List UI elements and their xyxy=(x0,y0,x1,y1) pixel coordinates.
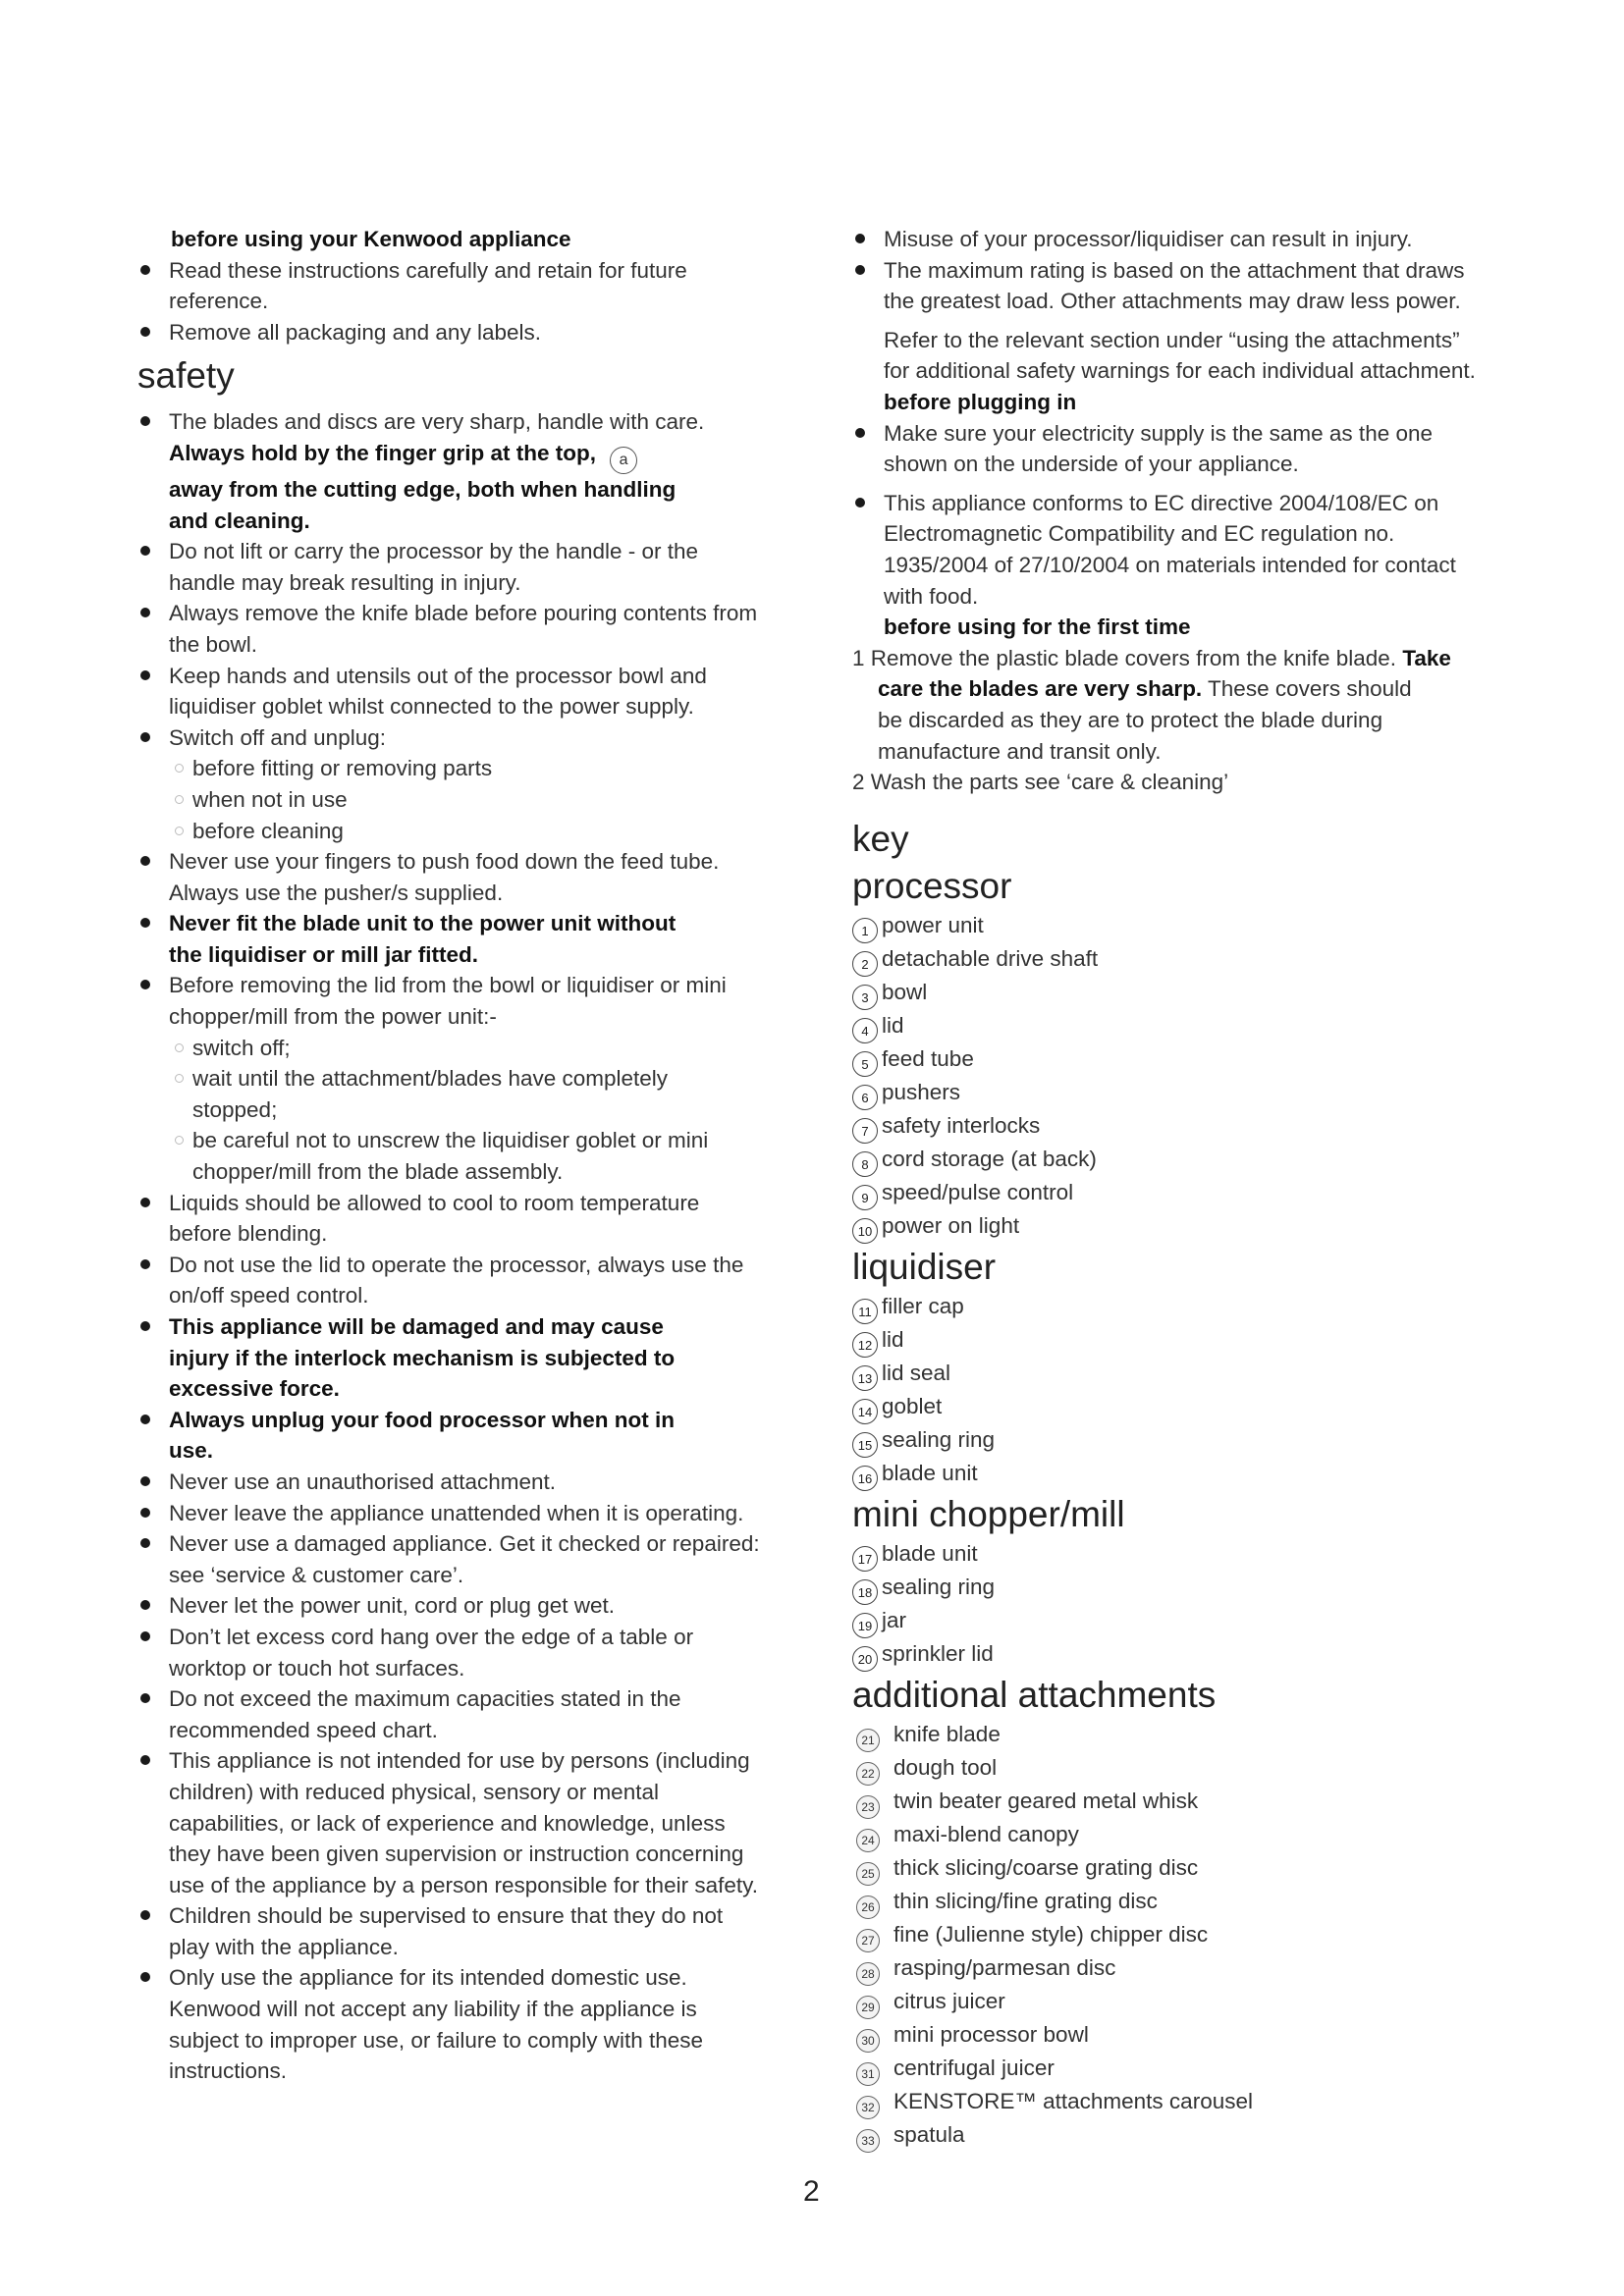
item-label: twin beater geared metal whisk xyxy=(893,1788,1199,1813)
item-label: feed tube xyxy=(882,1045,974,1071)
key-item xyxy=(852,1177,1500,1210)
step-bold-text: care the blades are very sharp. xyxy=(878,676,1203,702)
item-label: sealing ring xyxy=(882,1574,996,1599)
item-number-badge: 8 xyxy=(852,1151,878,1177)
key-item xyxy=(852,1391,1500,1424)
key-item xyxy=(852,2086,1500,2119)
bullet-continuation: excessive force. xyxy=(169,1376,340,1402)
bullet-continuation: handle may break resulting in injury. xyxy=(169,569,521,595)
item-label: thick slicing/coarse grating disc xyxy=(893,1854,1199,1880)
key-item xyxy=(852,1110,1500,1144)
before-plugging-heading: before plugging in xyxy=(884,389,1077,414)
key-item xyxy=(852,1919,1500,1952)
key-item xyxy=(852,1719,1500,1752)
item-number-badge: 20 xyxy=(852,1646,878,1672)
item-number-badge: 13 xyxy=(852,1365,878,1391)
page-number: 2 xyxy=(803,2175,820,2208)
item-label: lid xyxy=(882,1326,904,1352)
sub-item: before cleaning xyxy=(137,816,776,847)
item-label: thin slicing/fine grating disc xyxy=(893,1888,1158,1913)
bullet-continuation: and cleaning. xyxy=(169,507,310,533)
bullet-item: The blades and discs are very sharp, handle with care. xyxy=(137,406,776,438)
sub-item: when not in use xyxy=(137,784,776,816)
bullet-continuation: 1935/2004 of 27/10/2004 on materials intended for contact xyxy=(884,552,1456,577)
item-label: speed/pulse control xyxy=(882,1179,1074,1204)
sub-item: be careful not to unscrew the liquidiser goblet or mini xyxy=(137,1125,776,1156)
numbered-step xyxy=(852,643,1500,674)
item-label: power unit xyxy=(882,912,984,937)
sub-continuation: chopper/mill from the blade assembly. xyxy=(192,1159,564,1185)
before-using-heading: before using your Kenwood appliance xyxy=(171,227,571,251)
sub-item: switch off; xyxy=(137,1033,776,1064)
key-item xyxy=(852,1077,1500,1110)
key-item xyxy=(852,1210,1500,1244)
bullet-continuation: chopper/mill from the power unit:- xyxy=(169,1004,497,1030)
item-label: mini processor bowl xyxy=(893,2021,1089,2047)
item-label: KENSTORE™ attachments carousel xyxy=(893,2088,1253,2113)
bullet-continuation: with food. xyxy=(884,583,979,609)
key-item xyxy=(852,2119,1500,2153)
mini-chopper-heading: mini chopper/mill xyxy=(852,1493,1125,1534)
item-number-badge: 7 xyxy=(852,1118,878,1144)
bullet-continuation: recommended speed chart. xyxy=(169,1717,438,1742)
key-item xyxy=(852,1424,1500,1458)
bullet-continuation: play with the appliance. xyxy=(169,1934,399,1959)
step-text: These covers should xyxy=(1208,676,1412,702)
key-item xyxy=(852,1852,1500,1886)
item-number-badge: 31 xyxy=(856,2062,880,2086)
item-number-badge: 21 xyxy=(856,1729,880,1752)
item-number-badge: 1 xyxy=(852,918,878,943)
bullet-continuation: reference. xyxy=(169,289,269,314)
item-label: safety interlocks xyxy=(882,1112,1041,1138)
bullet-continuation: they have been given supervision or instruction concerning xyxy=(169,1842,744,1867)
key-item xyxy=(852,910,1500,943)
item-label: cord storage (at back) xyxy=(882,1146,1097,1171)
item-label: filler cap xyxy=(882,1293,964,1318)
processor-list xyxy=(852,910,1500,1244)
item-number-badge: 6 xyxy=(852,1085,878,1110)
bullet-continuation: children) with reduced physical, sensory or mental xyxy=(169,1779,659,1804)
key-item xyxy=(852,1786,1500,1819)
key-item xyxy=(852,1043,1500,1077)
item-number-badge: 11 xyxy=(852,1299,878,1324)
bullet-item: Keep hands and utensils out of the processor bowl and xyxy=(137,661,776,692)
item-number-badge: 2 xyxy=(852,951,878,977)
bullet-continuation: shown on the underside of your appliance. xyxy=(884,452,1299,477)
item-number-badge: 17 xyxy=(852,1546,878,1572)
item-label: goblet xyxy=(882,1393,943,1418)
item-number-badge: 25 xyxy=(856,1862,880,1886)
key-item xyxy=(852,1291,1500,1324)
sub-item: before fitting or removing parts xyxy=(137,753,776,784)
bullet-continuation: Electromagnetic Compatibility and EC regulation no. xyxy=(884,521,1395,547)
bullet-item: Never use a damaged appliance. Get it checked or repaired: xyxy=(137,1528,776,1560)
bullet-item: This appliance is not intended for use by persons (including xyxy=(137,1745,776,1777)
item-label: power on light xyxy=(882,1212,1020,1238)
item-label: blade unit xyxy=(882,1540,978,1566)
key-item xyxy=(852,943,1500,977)
bullet-continuation: the liquidiser or mill jar fitted. xyxy=(169,941,479,967)
item-label: rasping/parmesan disc xyxy=(893,1954,1116,1980)
bullet-continuation: away from the cutting edge, both when handling xyxy=(169,476,677,502)
item-label: lid xyxy=(882,1012,904,1038)
item-label: sealing ring xyxy=(882,1426,996,1452)
item-label: jar xyxy=(882,1607,907,1632)
bullet-continuation: liquidiser goblet whilst connected to the power supply. xyxy=(169,694,694,720)
item-label: maxi-blend canopy xyxy=(893,1821,1079,1846)
key-item xyxy=(852,1572,1500,1605)
item-label: detachable drive shaft xyxy=(882,945,1099,971)
processor-heading: processor xyxy=(852,865,1012,906)
key-item xyxy=(852,1638,1500,1672)
key-heading: key xyxy=(852,818,909,859)
bullet-continuation: subject to improper use, or failure to comply with these xyxy=(169,2027,703,2053)
item-number-badge: 33 xyxy=(856,2129,880,2153)
item-number-badge: 5 xyxy=(852,1051,878,1077)
key-item xyxy=(852,1886,1500,1919)
item-label: knife blade xyxy=(893,1721,1001,1746)
item-label: sprinkler lid xyxy=(882,1640,994,1666)
additional-attachments-list xyxy=(852,1719,1500,2153)
step-text: 1 Remove the plastic blade covers from the knife blade. xyxy=(852,645,1397,670)
bullet-item: Children should be supervised to ensure that they do not xyxy=(137,1900,776,1932)
item-label: lid seal xyxy=(882,1360,951,1385)
key-item xyxy=(852,2019,1500,2053)
bullet-continuation: instructions. xyxy=(169,2058,288,2084)
figure-a-marker: a xyxy=(610,447,637,474)
item-number-badge: 27 xyxy=(856,1929,880,1952)
liquidiser-list xyxy=(852,1291,1500,1491)
item-label: spatula xyxy=(893,2121,965,2147)
bullet-continuation: injury if the interlock mechanism is subjected to xyxy=(169,1345,676,1370)
numbered-step-continuation xyxy=(852,673,1500,705)
bullet-item: Never leave the appliance unattended when it is operating. xyxy=(137,1498,776,1529)
bullet-item: Always remove the knife blade before pouring contents from xyxy=(137,598,776,629)
item-label: centrifugal juicer xyxy=(893,2055,1055,2080)
key-item xyxy=(852,977,1500,1010)
bullet-continuation: use of the appliance by a person responsible for their safety. xyxy=(169,1872,758,1897)
numbered-step-continuation: manufacture and transit only. xyxy=(878,738,1162,764)
bullet-item: Only use the appliance for its intended domestic use. xyxy=(137,1962,776,1994)
numbered-step-continuation: be discarded as they are to protect the blade during xyxy=(878,707,1383,732)
item-number-badge: 32 xyxy=(856,2096,880,2119)
bullet-item: Don’t let excess cord hang over the edge of a table or xyxy=(137,1622,776,1653)
item-number-badge: 14 xyxy=(852,1399,878,1424)
additional-attachments-heading: additional attachments xyxy=(852,1674,1217,1715)
bullet-item: Misuse of your processor/liquidiser can result in injury. xyxy=(852,224,1500,255)
paragraph-line: Refer to the relevant section under “using the attachments” xyxy=(884,327,1460,352)
item-number-badge: 18 xyxy=(852,1579,878,1605)
safety-heading: safety xyxy=(137,355,235,397)
item-label: citrus juicer xyxy=(893,1988,1005,2013)
item-number-badge: 30 xyxy=(856,2029,880,2053)
key-item xyxy=(852,1010,1500,1043)
bullet-item: Never fit the blade unit to the power unit without xyxy=(137,908,776,939)
bullet-continuation: the greatest load. Other attachments may draw less power. xyxy=(884,289,1461,314)
key-item xyxy=(852,1144,1500,1177)
item-number-badge: 12 xyxy=(852,1332,878,1358)
bullet-continuation: before blending. xyxy=(169,1221,328,1247)
right-column xyxy=(852,224,1500,2153)
item-number-badge: 15 xyxy=(852,1432,878,1458)
item-label: bowl xyxy=(882,979,928,1004)
step-bold-text: Take xyxy=(1402,645,1451,670)
item-number-badge: 4 xyxy=(852,1018,878,1043)
liquidiser-heading: liquidiser xyxy=(852,1246,997,1287)
key-item xyxy=(852,1952,1500,1986)
item-number-badge: 24 xyxy=(856,1829,880,1852)
item-label: pushers xyxy=(882,1079,961,1104)
item-label: dough tool xyxy=(893,1754,998,1780)
key-item xyxy=(852,1358,1500,1391)
bold-text: Always hold by the finger grip at the top, xyxy=(169,440,597,465)
bullet-item: Liquids should be allowed to cool to room temperature xyxy=(137,1188,776,1219)
bullet-item: This appliance conforms to EC directive 2004/108/EC on xyxy=(852,488,1500,519)
bullet-item: Read these instructions carefully and retain for future xyxy=(137,255,776,287)
bullet-continuation: worktop or touch hot surfaces. xyxy=(169,1655,465,1681)
item-number-badge: 16 xyxy=(852,1466,878,1491)
bullet-continuation: on/off speed control. xyxy=(169,1283,369,1308)
bullet-item: Never use an unauthorised attachment. xyxy=(137,1467,776,1498)
item-number-badge: 26 xyxy=(856,1896,880,1919)
item-number-badge: 28 xyxy=(856,1962,880,1986)
bullet-continuation: capabilities, or lack of experience and knowledge, unless xyxy=(169,1810,726,1836)
bullet-continuation: the bowl. xyxy=(169,631,258,657)
key-item xyxy=(852,1324,1500,1358)
item-number-badge: 22 xyxy=(856,1762,880,1786)
key-item xyxy=(852,1538,1500,1572)
sub-item: wait until the attachment/blades have completely xyxy=(137,1063,776,1095)
item-number-badge: 29 xyxy=(856,1996,880,2019)
key-item xyxy=(852,1752,1500,1786)
bullet-item: Do not exceed the maximum capacities stated in the xyxy=(137,1683,776,1715)
key-item xyxy=(852,1458,1500,1491)
key-item xyxy=(852,1986,1500,2019)
key-item xyxy=(852,2053,1500,2086)
item-number-badge: 23 xyxy=(856,1795,880,1819)
bullet-continuation xyxy=(137,438,776,474)
bullet-item: Do not lift or carry the processor by the handle - or the xyxy=(137,536,776,567)
item-label: fine (Julienne style) chipper disc xyxy=(893,1921,1209,1947)
sub-continuation: stopped; xyxy=(192,1096,278,1122)
first-time-heading: before using for the first time xyxy=(884,614,1191,640)
bullet-item: This appliance will be damaged and may cause xyxy=(137,1311,776,1343)
bullet-item: Before removing the lid from the bowl or liquidiser or mini xyxy=(137,970,776,1001)
bullet-continuation: see ‘service & customer care’. xyxy=(169,1562,464,1587)
item-number-badge: 9 xyxy=(852,1185,878,1210)
bullet-continuation: Always use the pusher/s supplied. xyxy=(169,880,504,905)
paragraph-line: for additional safety warnings for each individual attachment. xyxy=(884,358,1476,384)
bullet-item: Make sure your electricity supply is the same as the one xyxy=(852,418,1500,450)
bullet-item: Do not use the lid to operate the processor, always use the xyxy=(137,1250,776,1281)
bullet-item: Switch off and unplug: xyxy=(137,722,776,754)
key-item xyxy=(852,1605,1500,1638)
bullet-continuation: Kenwood will not accept any liability if the appliance is xyxy=(169,1997,697,2022)
bullet-item: Never let the power unit, cord or plug get wet. xyxy=(137,1590,776,1622)
item-label: blade unit xyxy=(882,1460,978,1485)
item-number-badge: 19 xyxy=(852,1613,878,1638)
bullet-item: Always unplug your food processor when not in xyxy=(137,1405,776,1436)
numbered-step: 2 Wash the parts see ‘care & cleaning’ xyxy=(852,770,1229,795)
bullet-continuation: use. xyxy=(169,1438,214,1464)
left-column xyxy=(137,224,776,2087)
bullet-item: Remove all packaging and any labels. xyxy=(137,317,776,348)
item-number-badge: 10 xyxy=(852,1218,878,1244)
mini-chopper-list xyxy=(852,1538,1500,1672)
bullet-item: Never use your fingers to push food down the feed tube. xyxy=(137,846,776,878)
item-number-badge: 3 xyxy=(852,985,878,1010)
bullet-item: The maximum rating is based on the attachment that draws xyxy=(852,255,1500,287)
key-item xyxy=(852,1819,1500,1852)
